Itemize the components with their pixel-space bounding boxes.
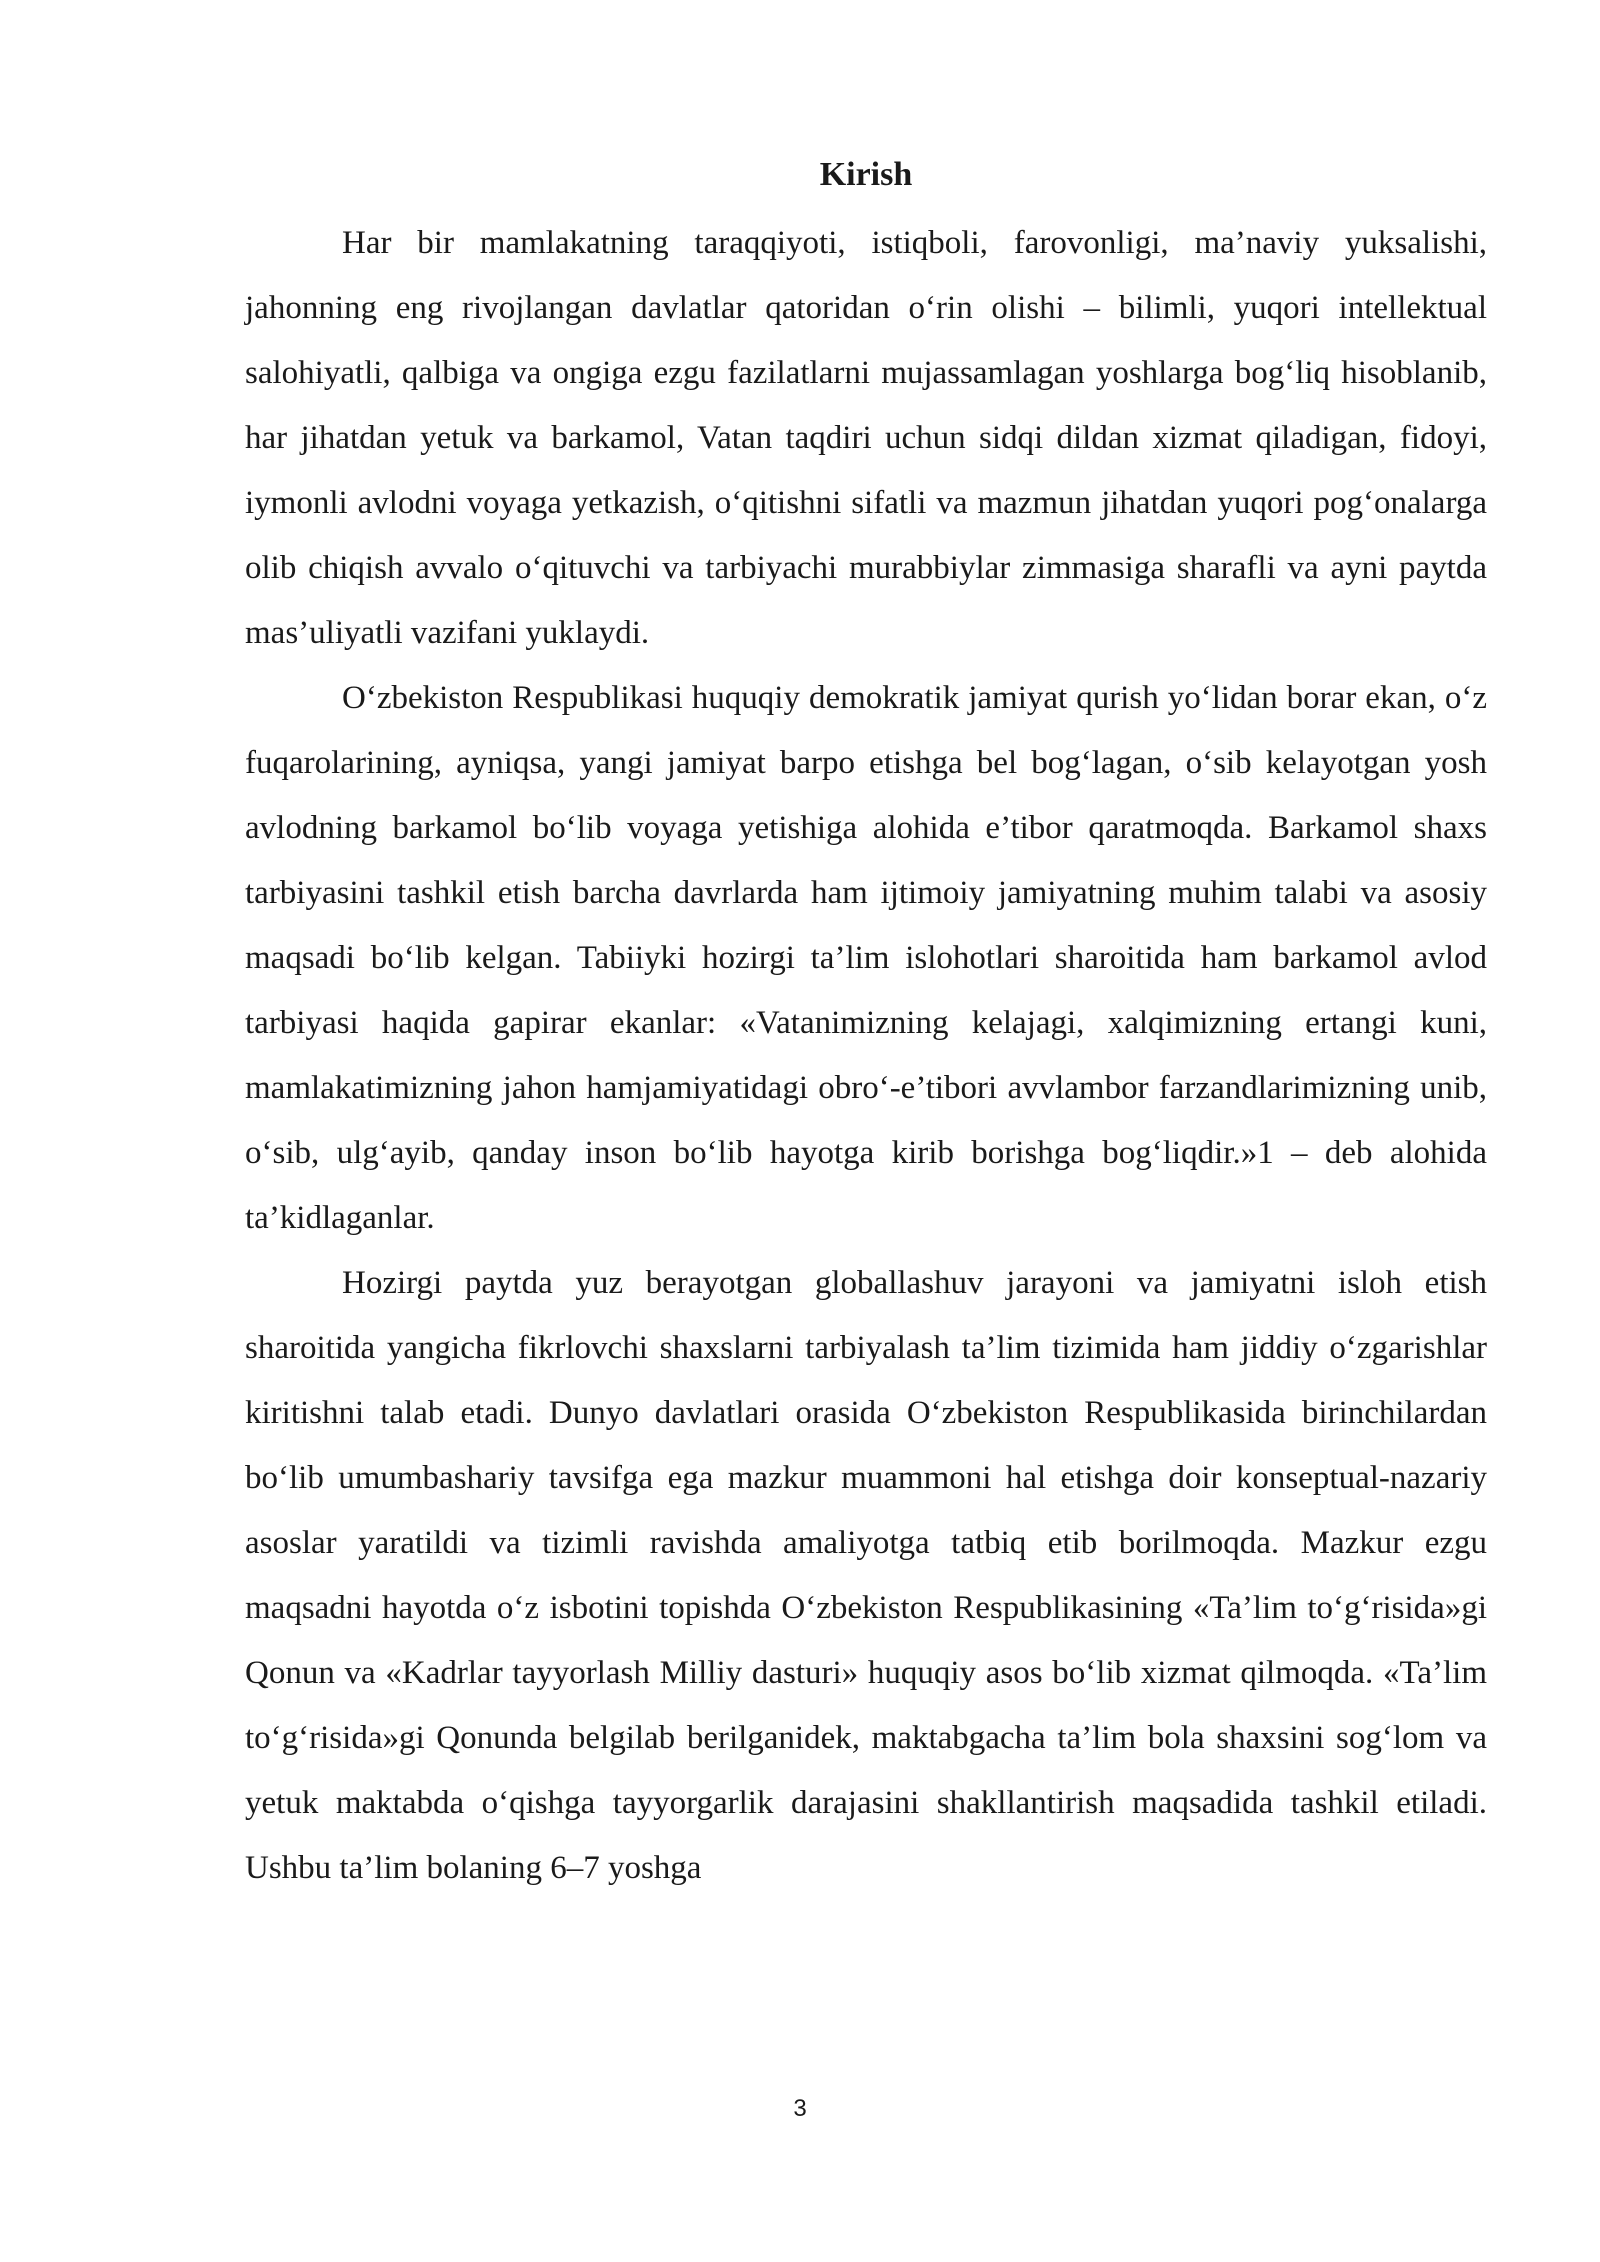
paragraph-2: O‘zbekiston Respublikasi huquqiy demokratik jamiyat qurish yo‘lidan borar ekan, o‘z fuqarolarining, ayniqsa, yangi jamiyat barpo etishga bel bog‘lagan, o‘sib kelayotgan yosh avlodning barkamol bo‘lib voyaga yetishiga alohida e’tibor qaratmoqda. Barkamol shaxs tarbiyasini tashkil etish barcha davrlarda ham ijtimoiy jamiyatning muhim talabi va asosiy maqsadi bo‘lib kelgan. Tabiiyki hozirgi ta’lim islohotlari sharoitida ham barkamol avlod tarbiyasi haqida gapirar ekanlar: «Vatanimizning kelajagi, xalqimizning ertangi kuni, mamlakatimizning jahon hamjamiyatidagi obro‘-e’tibori avvlambor farzandlarimizning unib, o‘sib, ulg‘ayib, qanday inson bo‘lib hayotga kirib borishga bog‘liqdir.»1 – deb alohida ta’kidlaganlar.: [245, 680, 1487, 1236]
section-title: Kirish: [819, 156, 913, 193]
page-number: 3: [793, 2095, 807, 2122]
paragraph-3: Hozirgi paytda yuz berayotgan globallashuv jarayoni va jamiyatni isloh etish sharoitida yangicha fikrlovchi shaxslarni tarbiyalash ta’lim tizimida ham jiddiy o‘zgarishlar kiritishni talab etadi. Dunyo davlatlari orasida O‘zbekiston Respublikasida birinchilardan bo‘lib umumbashariy tavsifga ega mazkur muammoni hal etishga doir konseptual-nazariy asoslar yaratildi va tizimli ravishda amaliyotga tatbiq etib borilmoqda. Mazkur ezgu maqsadni hayotda o‘z isbotini topishda O‘zbekiston Respublikasining «Ta’lim to‘g‘risida»gi Qonun va «Kadrlar tayyorlash Milliy dasturi» huquqiy asos bo‘lib xizmat qilmoqda. «Ta’lim to‘g‘risida»gi Qonunda belgilab berilganidek, maktabgacha ta’lim bola shaxsini sog‘lom va yetuk maktabda o‘qishga tayyorgarlik darajasini shakllantirish maqsadida tashkil etiladi. Ushbu ta’lim bolaning 6–7 yoshga: [245, 1265, 1487, 1886]
document-page: [245, 145, 1487, 1901]
paragraph-1: Har bir mamlakatning taraqqiyoti, istiqboli, farovonligi, ma’naviy yuksalishi, jahonning eng rivojlangan davlatlar qatoridan o‘rin olishi – bilimli, yuqori intellektual salohiyatli, qalbiga va ongiga ezgu fazilatlarni mujassamlagan yoshlarga bog‘liq hisoblanib, har jihatdan yetuk va barkamol, Vatan taqdiri uchun sidqi dildan xizmat qiladigan, fidoyi, iymonli avlodni voyaga yetkazish, o‘qitishni sifatli va mazmun jihatdan yuqori pog‘onalarga olib chiqish avvalo o‘qituvchi va tarbiyachi murabbiylar zimmasiga sharafli va ayni paytda mas’uliyatli vazifani yuklaydi.: [245, 225, 1487, 651]
